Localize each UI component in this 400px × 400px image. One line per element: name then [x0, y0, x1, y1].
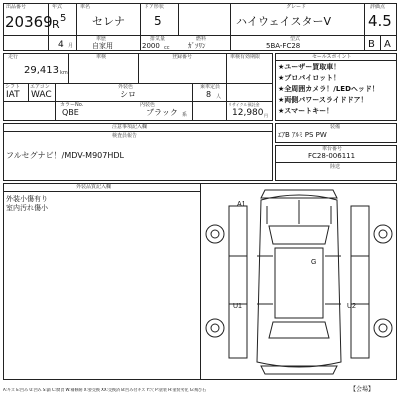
- selling-points-list: [278, 62, 396, 117]
- divider: [226, 83, 227, 121]
- model-name: セレナ: [92, 15, 125, 28]
- grade-label: グレード: [286, 4, 307, 10]
- list-item: ★両側パワースライドドア！: [278, 96, 368, 104]
- lot-number-label: 出品番号: [6, 4, 27, 10]
- divider: [380, 35, 381, 51]
- lot-number: 20369: [5, 13, 53, 31]
- seats-label: 乗車定員: [200, 84, 221, 90]
- list-item: ★全周囲カメラ！/LEDヘッド！: [278, 85, 379, 93]
- year-label: 年式: [52, 4, 63, 10]
- damage-legend: A:キズ E:凹み U:凹み S:錆 C:腐食 W:補修跡 X:要交換 XX:交換済 B:凹み付キズ Y:穴 P:塗装 H:塗装劣化 G:飛び石: [3, 388, 207, 392]
- list-item: ★プロパイロット！: [278, 74, 341, 82]
- score-label: 評価点: [370, 4, 386, 10]
- fuel-type: ｶﾞｿﾘﾝ: [188, 42, 206, 50]
- era: R: [52, 18, 60, 31]
- divider: [200, 183, 201, 380]
- divider: [76, 3, 77, 51]
- wheel-rear-left: [206, 319, 224, 337]
- recycle-unit: 円: [264, 113, 268, 118]
- interior-color: ブラック: [146, 108, 178, 117]
- displacement: 2000: [142, 42, 160, 50]
- divider: [3, 191, 200, 192]
- inspection-title: 外装品質記入欄: [76, 184, 112, 190]
- color-no-label: カラーNo.: [60, 102, 84, 108]
- shift-type: IAT: [6, 90, 20, 100]
- model-type: 5BA-FC28: [266, 42, 301, 50]
- month: 4: [58, 40, 64, 50]
- seat-count: 8: [206, 90, 212, 99]
- left-side-profile: [229, 206, 247, 358]
- divider: [226, 53, 227, 83]
- divider: [364, 3, 365, 51]
- wheel-rear-right: [374, 319, 392, 337]
- windshield: [269, 226, 329, 244]
- registration-label: 登録番号: [172, 54, 193, 60]
- ac-type: WAC: [31, 90, 52, 100]
- divider: [275, 162, 397, 163]
- divider: [3, 131, 273, 132]
- color-label: 外装色: [118, 84, 134, 90]
- divider: [275, 60, 397, 61]
- list-item: ★ユーザー買取車！: [278, 63, 341, 71]
- cc-unit: cc: [164, 45, 170, 51]
- mileage-label: 走行: [8, 54, 19, 60]
- recycle-fee: 12,980: [232, 108, 264, 118]
- divider: [230, 3, 231, 51]
- model-label: 車名: [80, 4, 91, 10]
- inspection-label: 車検: [96, 54, 107, 60]
- divider: [192, 83, 193, 121]
- divider: [140, 3, 141, 51]
- order-notes-label: 注意事項記入欄: [112, 124, 148, 130]
- seller-notes-label: 検査員報告: [112, 133, 138, 139]
- equipment-list: ｴｱB ｱﾙﾐ PS PW: [278, 131, 327, 139]
- grade-name: ハイウェイスターV: [236, 15, 331, 28]
- mileage-value: 29,413: [24, 65, 59, 76]
- doors-label: ドア形状: [144, 4, 164, 10]
- notes-text: フルセグナビ！/MDV-M907HDL: [6, 151, 124, 160]
- divider: [68, 53, 69, 83]
- damage-mark-a1: A1: [237, 201, 246, 208]
- divider: [178, 3, 179, 35]
- right-side-profile: [351, 206, 369, 358]
- overall-score: 4.5: [368, 12, 392, 30]
- use-label: 車歴: [96, 36, 107, 42]
- ac-label: エアコン: [30, 84, 50, 90]
- exterior-grade: A: [384, 39, 391, 50]
- car-diagram: [203, 186, 395, 378]
- inspection-note: 外装小傷有り: [6, 195, 48, 203]
- chassis-number: FC28-006111: [308, 152, 356, 160]
- location-label: 陸送: [330, 164, 341, 170]
- selling-points-title: セールスポイント: [312, 54, 352, 60]
- type-label: 型式: [290, 36, 301, 42]
- month-unit: 月: [68, 43, 74, 49]
- usage-type: 自家用: [92, 42, 113, 50]
- exterior-color: シロ: [120, 90, 136, 99]
- damage-mark-u1: U1: [233, 303, 242, 310]
- door-count: 5: [154, 14, 162, 28]
- cc-label: 排気量: [150, 36, 166, 42]
- list-item: ★スマートキー！: [278, 107, 334, 115]
- wheel-front-right: [374, 225, 392, 243]
- divider: [138, 53, 139, 83]
- mileage-unit: km: [60, 70, 68, 76]
- rear-window: [269, 322, 329, 338]
- shift-label: シフト: [5, 84, 21, 90]
- color-code: QBE: [62, 108, 79, 117]
- damage-mark-u2: U2: [347, 303, 356, 310]
- front-bumper: [261, 190, 337, 198]
- interior-color-label: 内装色: [140, 102, 156, 108]
- org-mark: 【会場】: [350, 386, 375, 393]
- inspection-note: 室内汚れ傷小: [6, 204, 48, 212]
- interior-color-unit: 系: [182, 112, 188, 118]
- fuel-label: 燃料: [196, 36, 207, 42]
- wheel-front-left: [206, 225, 224, 243]
- damage-mark-g: G: [311, 259, 317, 266]
- seats-unit: 人: [216, 94, 222, 100]
- expiry-label: 車検有効期限: [230, 54, 261, 60]
- chassis-label: 車台番号: [322, 146, 343, 152]
- era-year: 5: [60, 13, 67, 24]
- divider: [28, 83, 29, 101]
- divider: [55, 83, 56, 121]
- interior-grade: B: [368, 39, 375, 50]
- recycle-label: リサイクル預託金: [228, 102, 260, 107]
- equipment-label: 装備: [330, 124, 341, 130]
